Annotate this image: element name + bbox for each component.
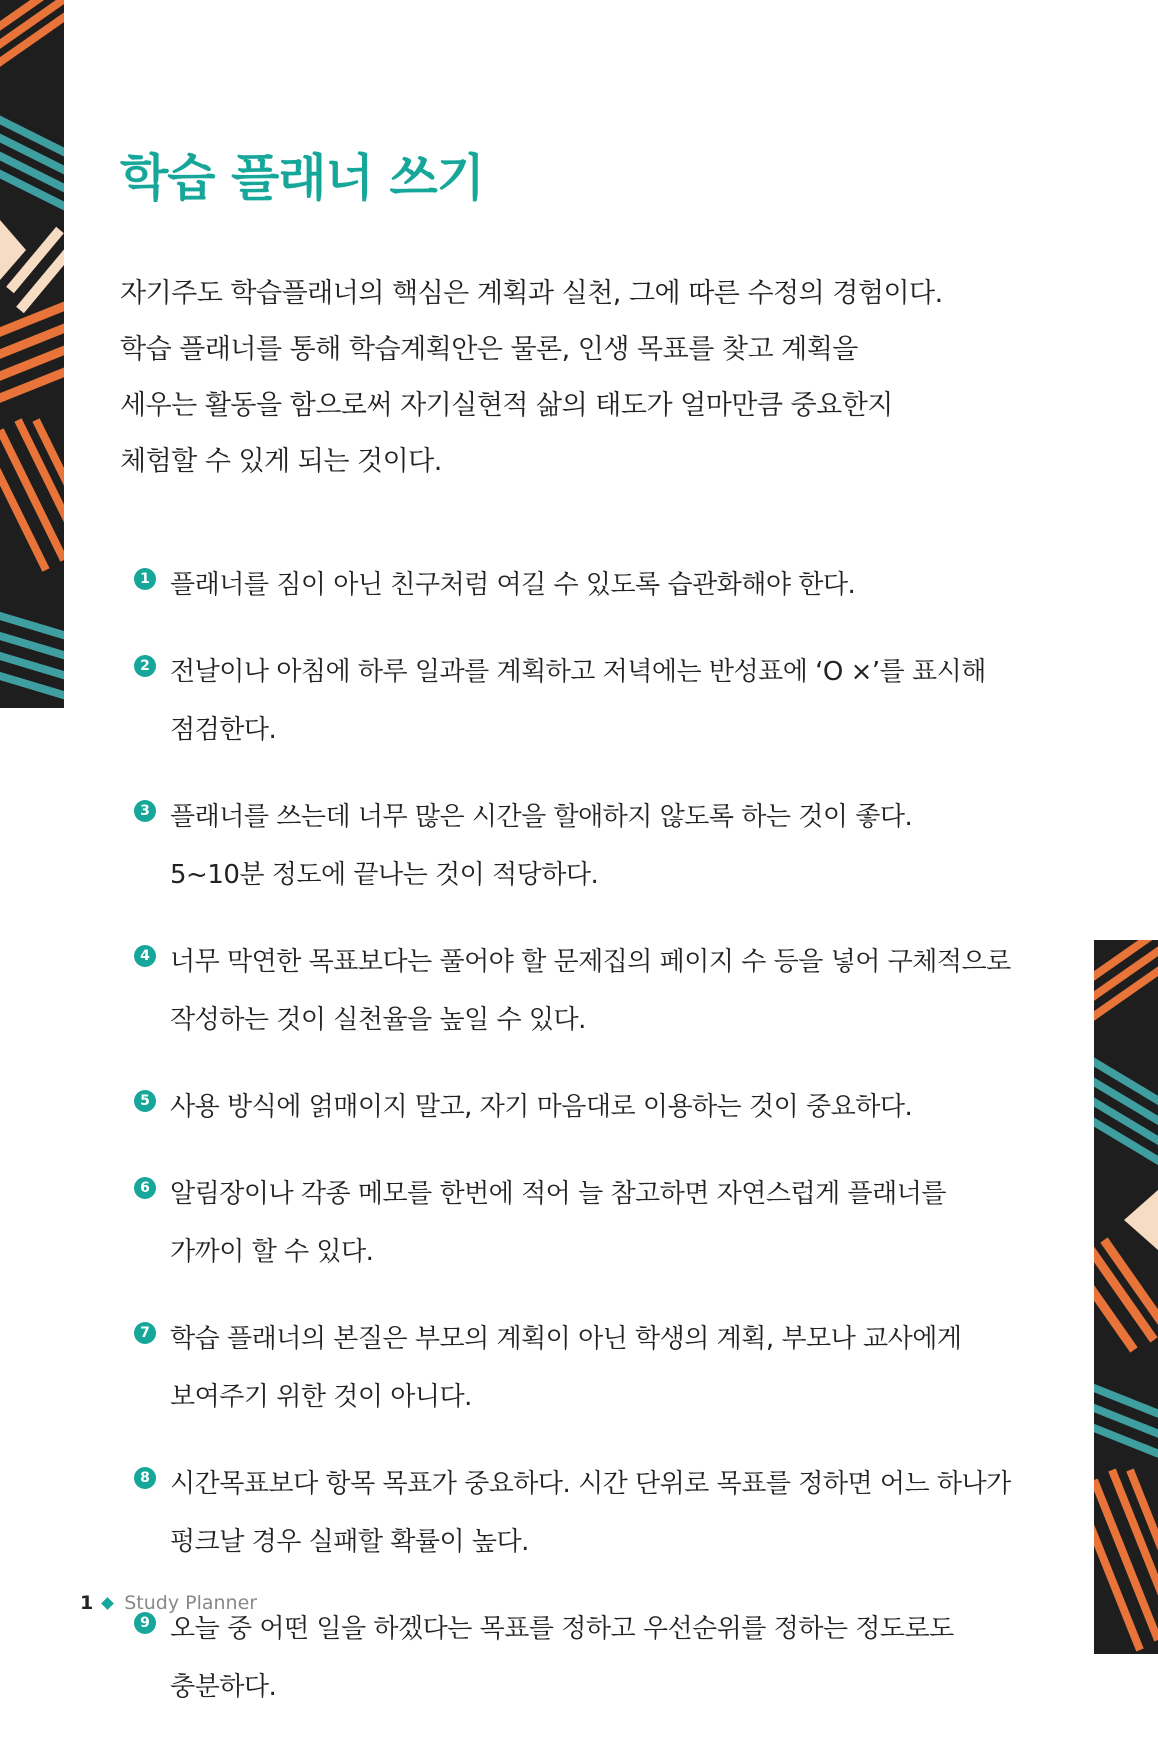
list-item [134,556,1074,614]
diamond-icon [101,1597,114,1610]
item-text: 보여주기 위한 것이 아니다. [170,1382,472,1412]
page-number: 1 [80,1592,94,1614]
item-text: 작성하는 것이 실천율을 높일 수 있다. [170,1005,586,1035]
item-text: 학습 플래너의 본질은 부모의 계획이 아닌 학생의 계획, 부모나 교사에게 [170,1324,962,1354]
item-text: 오늘 중 어떤 일을 하겠다는 목표를 정하고 우선순위를 정하는 정도로도 [170,1614,954,1644]
number-badge: 3 [134,800,156,822]
number-badge: 8 [134,1467,156,1489]
item-text: 너무 막연한 목표보다는 풀어야 할 문제집의 페이지 수 등을 넣어 구체적으로 [170,947,1011,977]
list-item [134,1165,1074,1281]
item-text: 사용 방식에 얽매이지 말고, 자기 마음대로 이용하는 것이 중요하다. [170,1092,913,1122]
list-item [134,1078,1074,1136]
page-title: 학습 플래너 쓰기 [120,149,484,207]
item-text: 가까이 할 수 있다. [170,1237,374,1267]
list-item [134,933,1074,1049]
list-item [134,1600,1074,1716]
item-text: 점검한다. [170,715,277,745]
item-text: 알림장이나 각종 메모를 한번에 적어 늘 참고하면 자연스럽게 플래너를 [170,1179,946,1209]
number-badge: 7 [134,1322,156,1344]
intro-line: 학습 플래너를 통해 학습계획안은 물론, 인생 목표를 찾고 계획을 [120,334,858,365]
decorative-pattern-left [0,0,64,708]
item-text: 5~10분 정도에 끝나는 것이 적당하다. [170,860,599,890]
number-badge: 5 [134,1090,156,1112]
intro-line: 자기주도 학습플래너의 핵심은 계획과 실천, 그에 따른 수정의 경험이다. [120,278,943,309]
item-text: 시간목표보다 항목 목표가 중요하다. 시간 단위로 목표를 정하면 어느 하나가 [170,1469,1011,1499]
number-badge: 2 [134,655,156,677]
number-badge: 6 [134,1177,156,1199]
number-badge: 9 [134,1612,156,1634]
intro-paragraph [120,266,1020,490]
footer-label: Study Planner [124,1592,258,1614]
number-badge: 1 [134,568,156,590]
item-text: 플래너를 쓰는데 너무 많은 시간을 할애하지 않도록 하는 것이 좋다. [170,802,913,832]
item-text: 충분하다. [170,1672,277,1702]
number-badge: 4 [134,945,156,967]
tips-list [134,556,1074,1745]
intro-line: 세우는 활동을 함으로써 자기실현적 삶의 태도가 얼마만큼 중요한지 [120,390,893,421]
list-item [134,1455,1074,1571]
list-item [134,643,1074,759]
intro-line: 체험할 수 있게 되는 것이다. [120,446,442,477]
list-item [134,788,1074,904]
page-footer [80,1592,257,1614]
decorative-pattern-right [1094,940,1158,1654]
item-text: 전날이나 아침에 하루 일과를 계획하고 저녁에는 반성표에 ‘O ×’를 표시해 [170,657,986,687]
list-item [134,1310,1074,1426]
item-text: 플래너를 짐이 아닌 친구처럼 여길 수 있도록 습관화해야 한다. [170,570,856,600]
item-text: 펑크날 경우 실패할 확률이 높다. [170,1527,529,1557]
